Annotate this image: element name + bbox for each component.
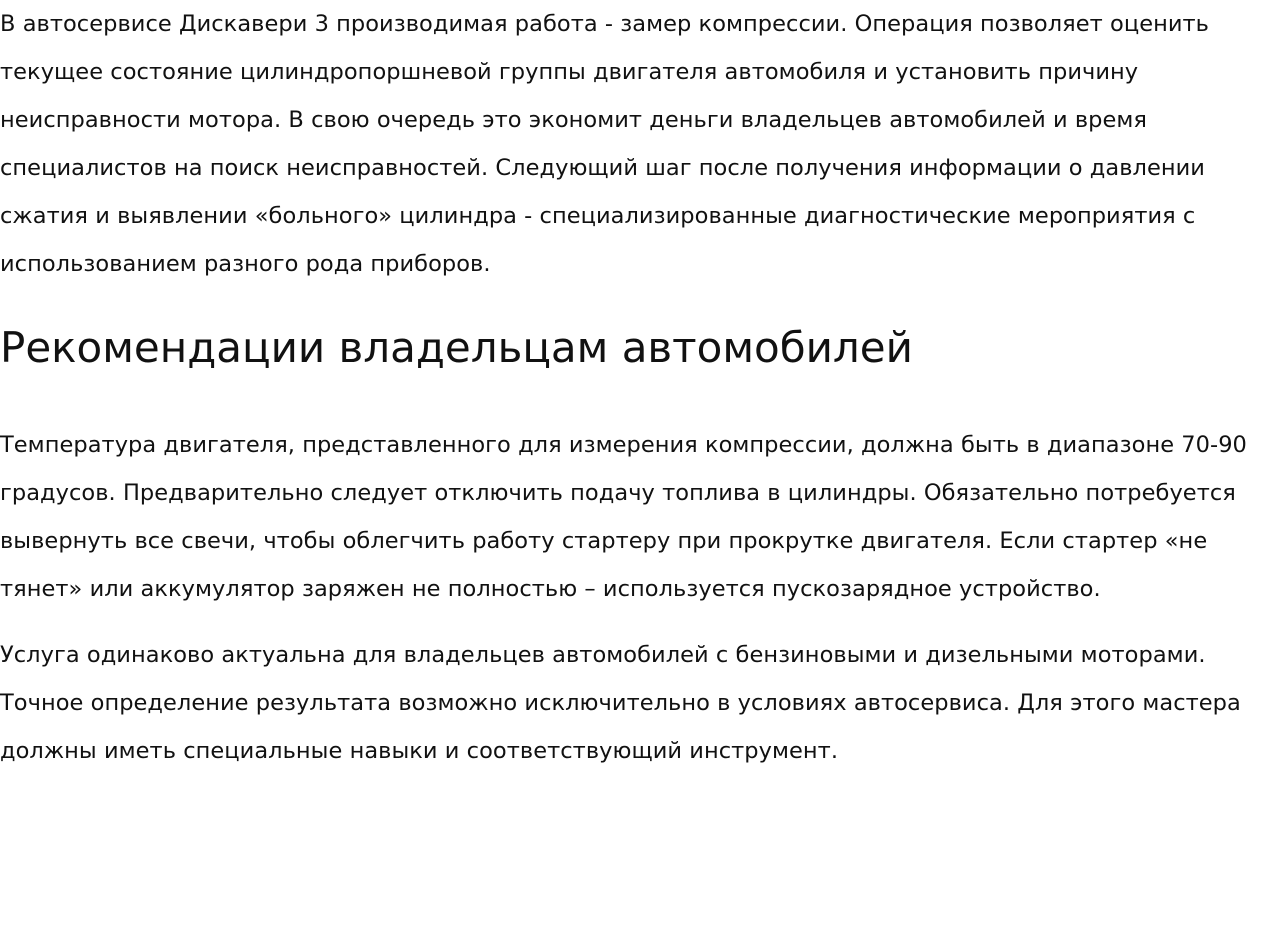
recommendations-paragraph: Температура двигателя, представленного для измерения компрессии, должна быть в диапазоне 70-90 градусов. Предварительно следует отключить подачу топлива в цилиндры. Обязательно потребуется вывернуть все свечи, чтобы облегчить работу стартеру при прокрутке двигателя. Если стартер «не тянет» или аккумулятор заряжен не полностью – используется пускозарядное устройство. [0,432,1247,602]
section-heading: Рекомендации владельцам автомобилей [0,323,913,372]
service-paragraph: Услуга одинаково актуальна для владельцев автомобилей с бензиновыми и дизельными моторами. Точное определение результата возможно исключительно в условиях автосервиса. Для этого мастера должны иметь специальные навыки и соответствующий инструмент. [0,642,1241,764]
intro-paragraph: В автосервисе Дискавери 3 производимая работа - замер компрессии. Операция позволяет оценить текущее состояние цилиндропоршневой группы двигателя автомобиля и установить причину неисправности мотора. В свою очередь это экономит деньги владельцев автомобилей и время специалистов на поиск неисправностей. Следующий шаг после получения информации о давлении сжатия и выявлении «больного» цилиндра - специализированные диагностические мероприятия с использованием разного рода приборов. [0,11,1209,277]
